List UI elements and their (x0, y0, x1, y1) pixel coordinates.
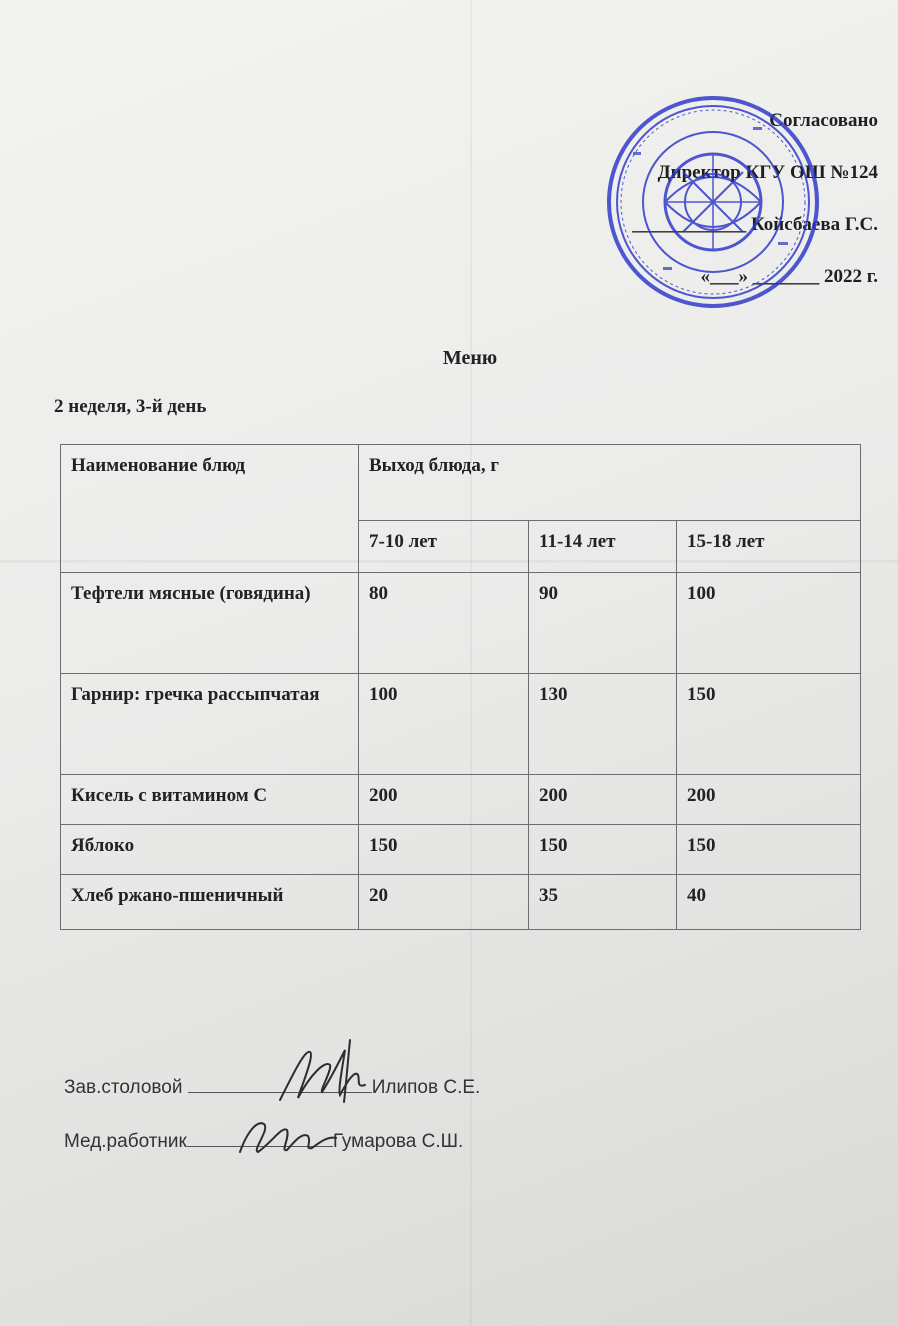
header-yield: Выход блюда, г (359, 445, 861, 521)
handwritten-signature-medic (232, 1112, 342, 1162)
handwritten-signature-canteen (270, 1030, 380, 1110)
yield-cell: 150 (359, 825, 529, 875)
yield-cell: 150 (529, 825, 677, 875)
table-row (61, 573, 861, 674)
yield-cell: 150 (677, 825, 861, 875)
table-row (61, 775, 861, 825)
yield-cell: 100 (677, 573, 861, 674)
dish-name-cell: Тефтели мясные (говядина) (61, 573, 359, 674)
table-row (61, 875, 861, 930)
dish-name-cell: Яблоко (61, 825, 359, 875)
table-row (61, 825, 861, 875)
menu-table (60, 444, 861, 930)
menu-day-label: 2 неделя, 3-й день (54, 396, 207, 417)
approval-signatory: ____________ Койсбаева Г.С. (632, 214, 878, 235)
table-row (61, 674, 861, 775)
approval-position: Директор КГУ ОШ №124 (657, 162, 878, 183)
age-group-cell: 15-18 лет (677, 521, 861, 573)
yield-cell: 100 (359, 674, 529, 775)
yield-cell: 200 (529, 775, 677, 825)
table-header-row (61, 445, 861, 521)
medic-name: Гумарова С.Ш. (332, 1131, 464, 1152)
age-group-cell: 7-10 лет (359, 521, 529, 573)
yield-cell: 150 (677, 674, 861, 775)
yield-cell: 90 (529, 573, 677, 674)
yield-cell: 200 (677, 775, 861, 825)
dish-name-cell: Гарнир: гречка рассыпчатая (61, 674, 359, 775)
yield-cell: 80 (359, 573, 529, 674)
medic-label: Мед.работник (64, 1131, 187, 1152)
yield-cell: 130 (529, 674, 677, 775)
age-group-cell: 11-14 лет (529, 521, 677, 573)
approval-heading: Согласовано (769, 110, 878, 131)
header-dish-name: Наименование блюд (61, 445, 359, 573)
approval-date: «___» _______ 2022 г. (700, 266, 878, 287)
official-seal-stamp (603, 92, 823, 312)
yield-cell: 35 (529, 875, 677, 930)
canteen-manager-name: Илипов С.Е. (371, 1077, 481, 1098)
document-title: Меню (442, 347, 498, 369)
yield-cell: 200 (359, 775, 529, 825)
dish-name-cell: Хлеб ржано-пшеничный (61, 875, 359, 930)
yield-cell: 20 (359, 875, 529, 930)
dish-name-cell: Кисель с витамином С (61, 775, 359, 825)
yield-cell: 40 (677, 875, 861, 930)
canteen-manager-label: Зав.столовой (64, 1077, 183, 1098)
